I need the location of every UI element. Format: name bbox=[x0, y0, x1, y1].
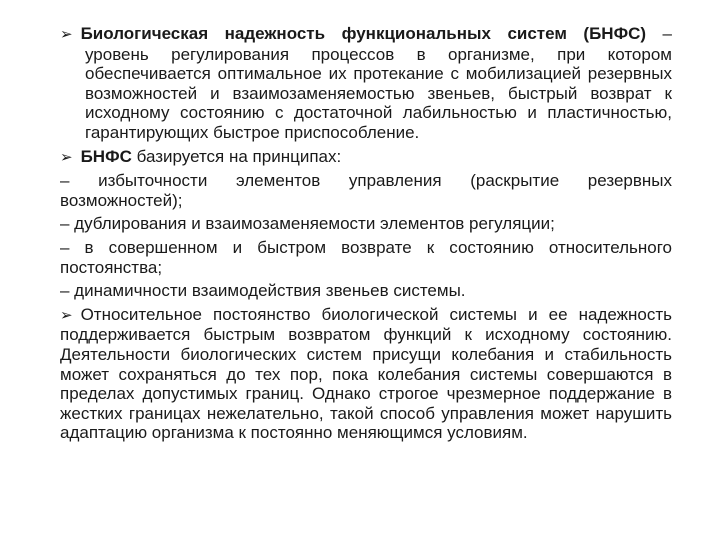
principle-item: – в совершенном и быстром возврате к состоянию относительного постоянства; bbox=[60, 237, 672, 277]
principles-term: БНФС bbox=[80, 146, 132, 166]
paragraph-stability bbox=[60, 305, 672, 443]
principle-item: – избыточности элементов управления (раскрытие резервных возможностей); bbox=[60, 171, 672, 210]
principle-item: – дублирования и взаимозаменяемости элементов регуляции; bbox=[60, 214, 555, 234]
paragraph-definition bbox=[60, 24, 672, 143]
paragraph-principles-intro bbox=[60, 147, 672, 168]
arrow-bullet-icon: ➢ bbox=[60, 306, 73, 324]
definition-text: – уровень регулирования процессов в организме, при котором обеспечивается оптимальное их протекание с мобилизацией резервных возможностей и взаимозаменяемостью звеньев, быстрый возврат к исходному состоянию с достаточной лабильностью и пластичностью, гарантирующих быстрое приспособление. bbox=[85, 24, 672, 142]
arrow-bullet-icon: ➢ bbox=[60, 148, 73, 166]
slide-content bbox=[60, 24, 672, 447]
principles-intro-text: базируется на принципах: bbox=[131, 146, 342, 166]
definition-term: Биологическая надежность функциональных систем (БНФС) bbox=[80, 24, 647, 43]
stability-text: Относительное постоянство биологической системы и ее надежность поддерживается быстрым возвратом функций к исходному состоянию. Деятельности биологических систем присущи колебания и стабильность может сохраняться до тех пор, пока колебания системы совершаются в пределах допустимых границ. Однако строгое чрезмерное поддержание в жестких границах нежелательно, такой способ управления может нарушить адаптацию организма к постоянно меняющимся условиям. bbox=[60, 304, 672, 443]
principle-item: – динамичности взаимодействия звеньев системы. bbox=[60, 281, 466, 301]
arrow-bullet-icon: ➢ bbox=[60, 26, 73, 43]
